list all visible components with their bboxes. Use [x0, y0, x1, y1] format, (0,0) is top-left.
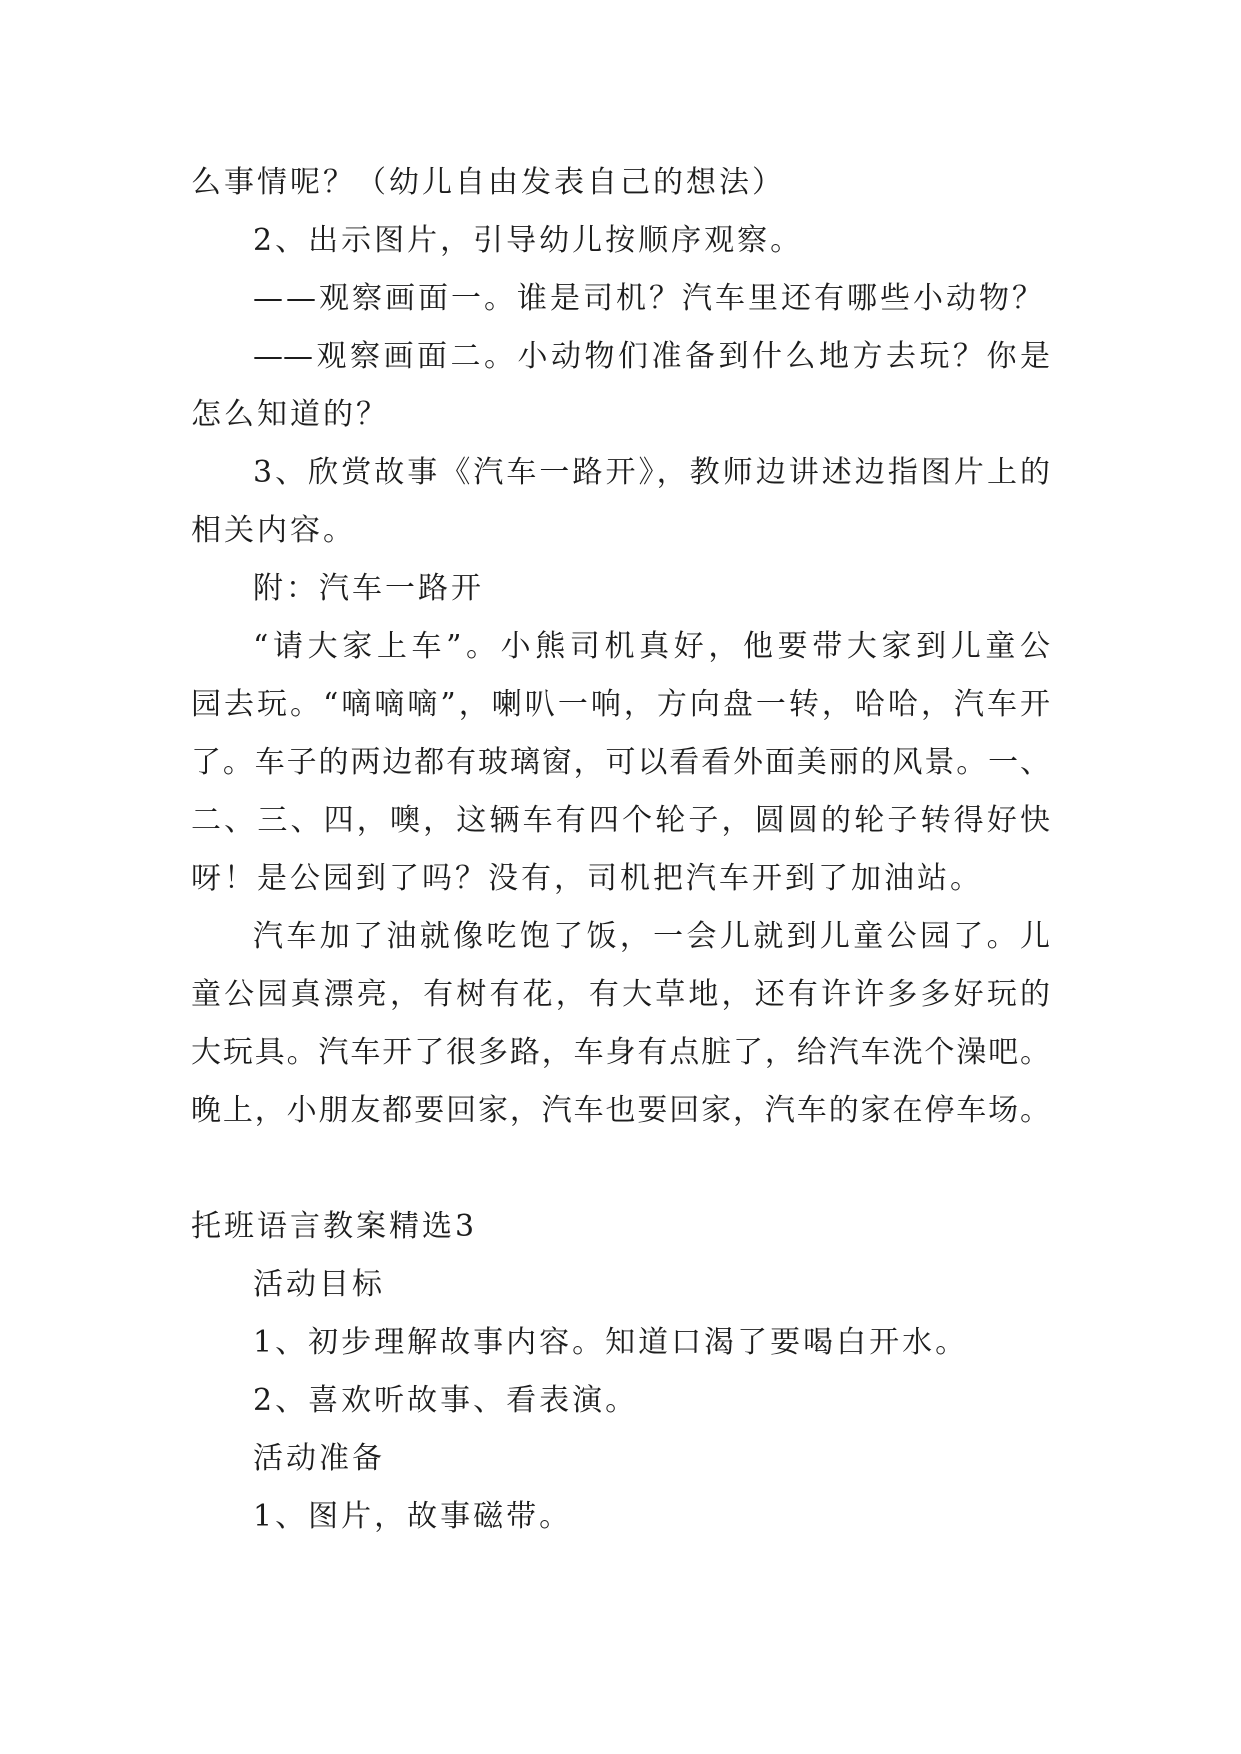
observe-line-1: ——观察画面一。谁是司机？汽车里还有哪些小动物？	[253, 281, 1045, 316]
observe-line-2-cont: 怎么知道的？	[191, 397, 389, 432]
story-line: “请大家上车”。小熊司机真好，他要带大家到儿童公	[253, 629, 1050, 664]
goal-item: 1、初步理解故事内容。知道口渴了要喝白开水。	[253, 1325, 969, 1360]
story-line: 呀！是公园到了吗？没有，司机把汽车开到了加油站。	[191, 861, 983, 896]
paragraph-line: 么事情呢？（幼儿自由发表自己的想法）	[191, 165, 785, 200]
prep-item: 1、图片，故事磁带。	[253, 1499, 573, 1534]
story-line: 园去玩。“嘀嘀嘀”，喇叭一响，方向盘一转，哈哈，汽车开	[191, 687, 1050, 722]
prep-heading: 活动准备	[253, 1441, 385, 1476]
goals-heading: 活动目标	[253, 1267, 385, 1302]
story-line: 大玩具。汽车开了很多路，车身有点脏了，给汽车洗个澡吧。	[191, 1035, 1050, 1070]
step-3-line: 3、欣赏故事《汽车一路开》，教师边讲述边指图片上的	[253, 455, 1050, 490]
section-spacer	[0, 1140, 1241, 1198]
page-text	[0, 154, 1241, 1546]
story-line: 童公园真漂亮，有树有花，有大草地，还有许许多多好玩的	[191, 977, 1050, 1012]
story-line: 二、三、四，噢，这辆车有四个轮子，圆圆的轮子转得好快	[191, 803, 1050, 838]
step-3-line-cont: 相关内容。	[191, 513, 356, 548]
goal-item: 2、喜欢听故事、看表演。	[253, 1383, 639, 1418]
appendix-title: 附：汽车一路开	[253, 571, 484, 606]
story-line: 汽车加了油就像吃饱了饭，一会儿就到儿童公园了。儿	[253, 919, 1050, 954]
observe-line-2: ——观察画面二。小动物们准备到什么地方去玩？你是	[253, 339, 1050, 374]
story-line: 了。车子的两边都有玻璃窗，可以看看外面美丽的风景。一、	[191, 745, 1050, 780]
step-2-line: 2、出示图片，引导幼儿按顺序观察。	[253, 223, 804, 258]
story-line: 晚上，小朋友都要回家，汽车也要回家，汽车的家在停车场。	[191, 1093, 1050, 1128]
lesson-title: 托班语言教案精选3	[191, 1209, 478, 1244]
